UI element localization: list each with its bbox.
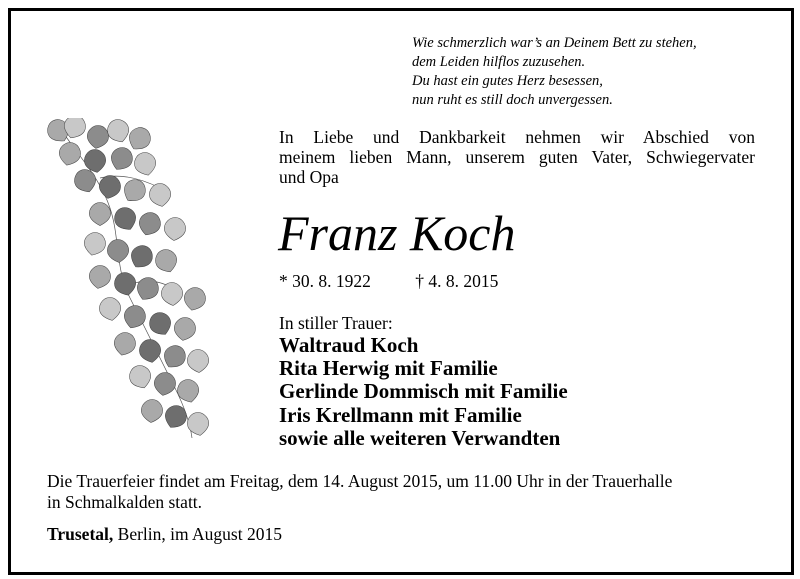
intro-line: und Opa (279, 167, 339, 187)
ivy-leaf (152, 371, 177, 397)
ivy-leaf (175, 377, 202, 405)
ivy-leaf (56, 140, 83, 168)
mourner-name: Gerlinde Dommisch mit Familie (279, 379, 568, 404)
deceased-name: Franz Koch (278, 205, 516, 261)
ivy-leaf (172, 316, 197, 342)
mourner-name: Rita Herwig mit Familie (279, 356, 498, 381)
mourner-name: sowie alle weiteren Verwandten (279, 425, 561, 450)
intro-text (279, 127, 755, 187)
poem (412, 34, 772, 110)
service-info (47, 471, 757, 513)
ivy-leaf (81, 230, 108, 258)
signoff-rest: Berlin, im August 2015 (113, 524, 282, 544)
ivy-leaves-icon (40, 118, 220, 448)
ivy-leaf (107, 144, 136, 174)
ivy-leaf (186, 349, 209, 374)
ivy-leaf (111, 330, 138, 358)
ivy-leaf (98, 296, 123, 322)
ivy-leaf (163, 217, 186, 242)
intro-line: meinem lieben Mann, unserem guten Vater, Schwiegervater (279, 147, 755, 167)
ivy-leaf (112, 270, 139, 298)
ivy-leaf (85, 124, 110, 150)
mourner-name: Iris Krellmann mit Familie (279, 402, 522, 427)
ivy-leaf (160, 282, 183, 307)
signoff (47, 523, 282, 545)
poem-line: dem Leiden hilflos zuzusehen. (412, 54, 586, 70)
ivy-leaf (136, 209, 164, 238)
service-line: Die Trauerfeier findet am Freitag, dem 14. August 2015, um 11.00 Uhr in der Trauerhalle (47, 471, 673, 491)
ivy-leaf (126, 362, 154, 391)
ivy-leaf (138, 338, 163, 364)
ivy-leaf (181, 285, 208, 313)
ivy-leaf (140, 399, 163, 424)
ivy-leaf (124, 124, 154, 155)
ivy-leaf (126, 242, 156, 273)
ivy-leaf (104, 118, 132, 145)
ivy-leaf (186, 411, 211, 437)
ivy-leaf (152, 246, 180, 275)
mourners-list (279, 334, 568, 450)
death-date: † 4. 8. 2015 (415, 271, 499, 291)
ivy-leaf (146, 309, 175, 339)
poem-line: Du hast ein gutes Herz besessen, (412, 73, 603, 89)
ivy-leaf (119, 175, 150, 206)
mourners-label: In stiller Trauer: (279, 313, 393, 333)
life-dates (279, 270, 498, 292)
ivy-leaf (159, 342, 189, 373)
ivy-leaf (87, 264, 112, 290)
poem-line: Wie schmerzlich war’s an Deinem Bett zu stehen, (412, 35, 697, 51)
birth-date: * 30. 8. 1922 (279, 271, 371, 291)
ivy-leaf (89, 203, 110, 226)
ivy-leaf (148, 182, 173, 208)
ivy-leaf (133, 274, 162, 304)
ivy-leaf (161, 402, 190, 432)
poem-line: nun ruht es still doch unvergessen. (412, 92, 613, 108)
ivy-leaf (132, 150, 159, 178)
service-line: in Schmalkalden statt. (47, 492, 203, 512)
intro-line: In Liebe und Dankbarkeit nehmen wir Abschied von (279, 127, 755, 147)
signoff-place: Trusetal, (47, 524, 114, 544)
mourner-name: Waltraud Koch (279, 333, 419, 357)
ivy-leaf (106, 239, 129, 264)
